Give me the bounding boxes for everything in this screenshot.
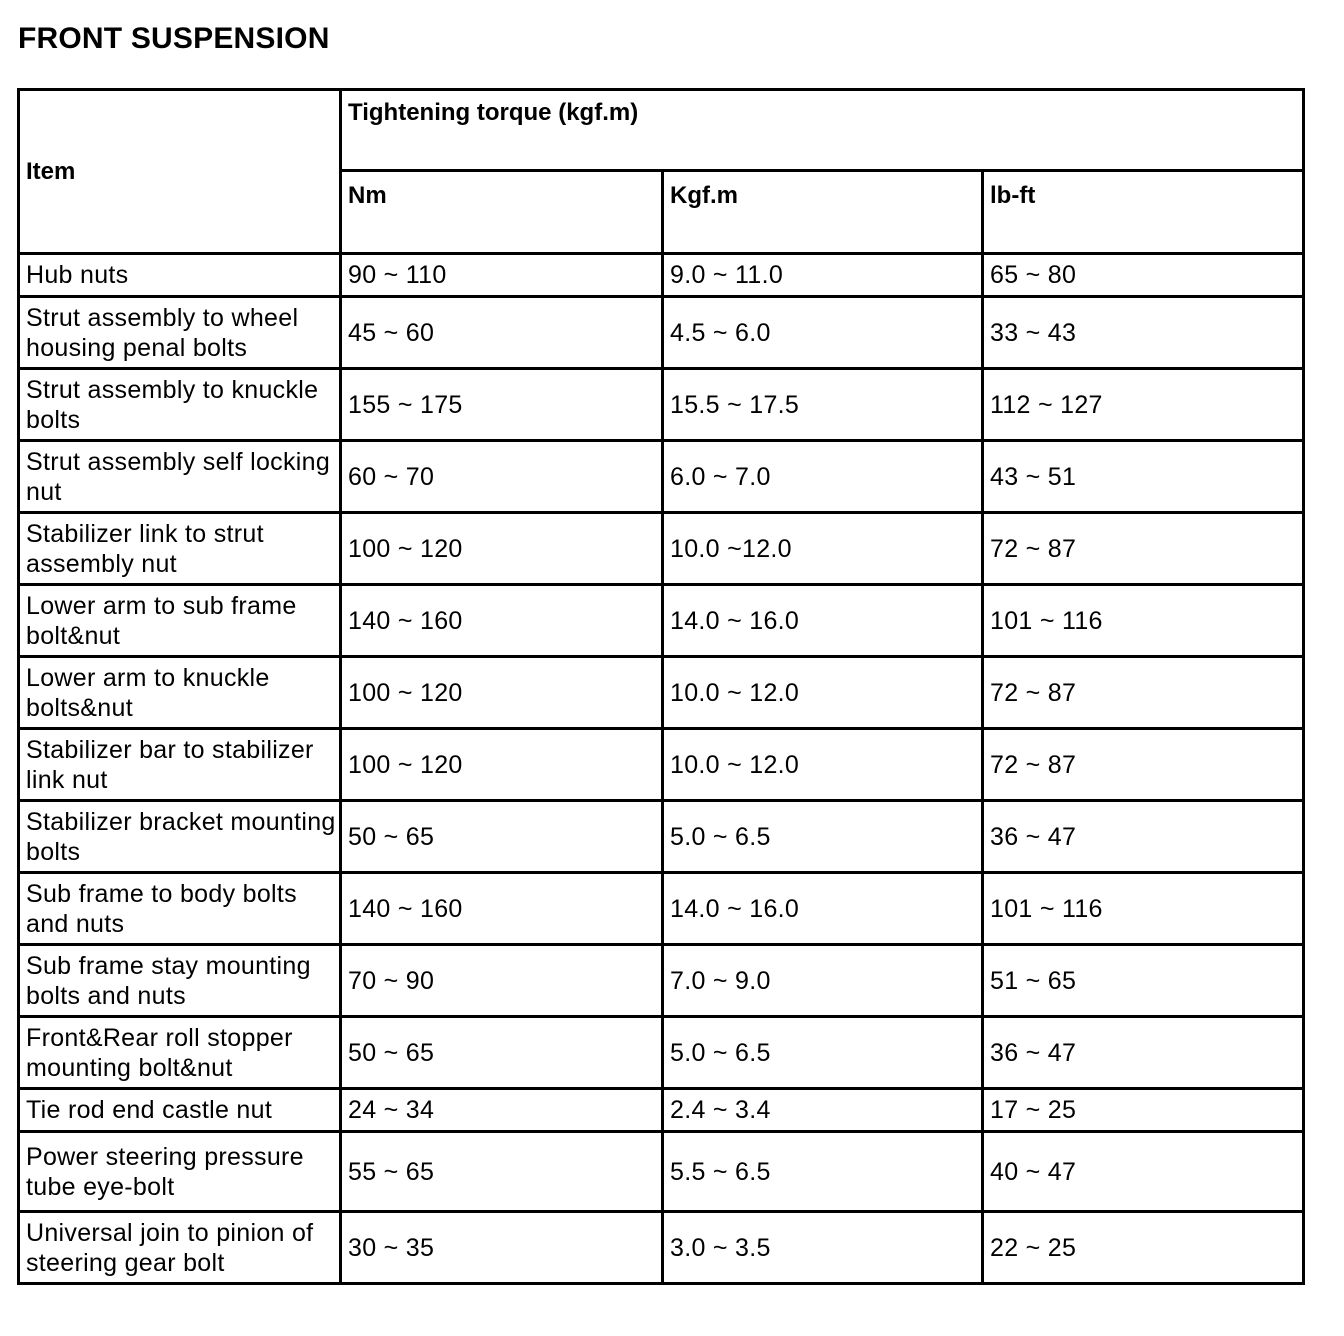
lbft-cell: 72 ~ 87: [983, 657, 1304, 729]
nm-cell: 100 ~ 120: [341, 513, 663, 585]
lbft-cell: 40 ~ 47: [983, 1132, 1304, 1212]
kgfm-cell: 5.0 ~ 6.5: [663, 1017, 983, 1089]
lbft-cell: 101 ~ 116: [983, 873, 1304, 945]
lbft-cell: 51 ~ 65: [983, 945, 1304, 1017]
nm-cell: 55 ~ 65: [341, 1132, 663, 1212]
item-cell: Stabilizer link to strut assembly nut: [19, 513, 341, 585]
item-cell: Stabilizer bracket mounting bolts: [19, 801, 341, 873]
nm-cell: 50 ~ 65: [341, 1017, 663, 1089]
kgfm-cell: 7.0 ~ 9.0: [663, 945, 983, 1017]
lbft-cell: 43 ~ 51: [983, 441, 1304, 513]
table-row: [19, 873, 1304, 945]
kgfm-cell: 10.0 ~12.0: [663, 513, 983, 585]
nm-cell: 70 ~ 90: [341, 945, 663, 1017]
table-row: [19, 254, 1304, 297]
nm-cell: 60 ~ 70: [341, 441, 663, 513]
table-row: [19, 1089, 1304, 1132]
item-cell: Strut assembly to knuckle bolts: [19, 369, 341, 441]
table-row: [19, 1132, 1304, 1212]
lbft-cell: 36 ~ 47: [983, 1017, 1304, 1089]
page-title: FRONT SUSPENSION: [18, 22, 330, 55]
item-cell: Power steering pressure tube eye-bolt: [19, 1132, 341, 1212]
kgfm-cell: 5.5 ~ 6.5: [663, 1132, 983, 1212]
item-cell: Sub frame to body bolts and nuts: [19, 873, 341, 945]
kgfm-cell: 2.4 ~ 3.4: [663, 1089, 983, 1132]
nm-cell: 45 ~ 60: [341, 297, 663, 369]
column-header-tightening-torque: Tightening torque (kgf.m): [341, 90, 1304, 171]
lbft-cell: 36 ~ 47: [983, 801, 1304, 873]
kgfm-cell: 5.0 ~ 6.5: [663, 801, 983, 873]
header-row-group: [19, 90, 1304, 171]
kgfm-cell: 10.0 ~ 12.0: [663, 729, 983, 801]
item-cell: Hub nuts: [19, 254, 341, 297]
table-row: [19, 297, 1304, 369]
kgfm-cell: 10.0 ~ 12.0: [663, 657, 983, 729]
nm-cell: 24 ~ 34: [341, 1089, 663, 1132]
table-row: [19, 369, 1304, 441]
lbft-cell: 17 ~ 25: [983, 1089, 1304, 1132]
item-cell: Lower arm to knuckle bolts&nut: [19, 657, 341, 729]
item-cell: Tie rod end castle nut: [19, 1089, 341, 1132]
nm-cell: 140 ~ 160: [341, 873, 663, 945]
nm-cell: 100 ~ 120: [341, 729, 663, 801]
column-header-item: Item: [19, 90, 341, 254]
table-row: [19, 513, 1304, 585]
table-row: [19, 441, 1304, 513]
kgfm-cell: 4.5 ~ 6.0: [663, 297, 983, 369]
lbft-cell: 101 ~ 116: [983, 585, 1304, 657]
nm-cell: 100 ~ 120: [341, 657, 663, 729]
nm-cell: 90 ~ 110: [341, 254, 663, 297]
kgfm-cell: 14.0 ~ 16.0: [663, 585, 983, 657]
kgfm-cell: 15.5 ~ 17.5: [663, 369, 983, 441]
column-header-nm: Nm: [341, 171, 663, 254]
lbft-cell: 65 ~ 80: [983, 254, 1304, 297]
table-row: [19, 801, 1304, 873]
table-row: [19, 729, 1304, 801]
item-cell: Lower arm to sub frame bolt&nut: [19, 585, 341, 657]
kgfm-cell: 6.0 ~ 7.0: [663, 441, 983, 513]
table-row: [19, 657, 1304, 729]
kgfm-cell: 3.0 ~ 3.5: [663, 1212, 983, 1284]
lbft-cell: 33 ~ 43: [983, 297, 1304, 369]
item-cell: Universal join to pinion of steering gear bolt: [19, 1212, 341, 1284]
item-cell: Sub frame stay mounting bolts and nuts: [19, 945, 341, 1017]
item-cell: Strut assembly to wheel housing penal bolts: [19, 297, 341, 369]
table-row: [19, 945, 1304, 1017]
table-row: [19, 1212, 1304, 1284]
item-cell: Front&Rear roll stopper mounting bolt&nut: [19, 1017, 341, 1089]
nm-cell: 30 ~ 35: [341, 1212, 663, 1284]
nm-cell: 155 ~ 175: [341, 369, 663, 441]
table-row: [19, 1017, 1304, 1089]
kgfm-cell: 9.0 ~ 11.0: [663, 254, 983, 297]
column-header-lbft: lb-ft: [983, 171, 1304, 254]
lbft-cell: 22 ~ 25: [983, 1212, 1304, 1284]
table-body: [19, 254, 1304, 1284]
column-header-kgfm: Kgf.m: [663, 171, 983, 254]
nm-cell: 50 ~ 65: [341, 801, 663, 873]
lbft-cell: 72 ~ 87: [983, 513, 1304, 585]
nm-cell: 140 ~ 160: [341, 585, 663, 657]
item-cell: Stabilizer bar to stabilizer link nut: [19, 729, 341, 801]
table-header: [19, 90, 1304, 254]
torque-spec-table: [17, 88, 1305, 1285]
item-cell: Strut assembly self locking nut: [19, 441, 341, 513]
kgfm-cell: 14.0 ~ 16.0: [663, 873, 983, 945]
table-row: [19, 585, 1304, 657]
lbft-cell: 72 ~ 87: [983, 729, 1304, 801]
lbft-cell: 112 ~ 127: [983, 369, 1304, 441]
